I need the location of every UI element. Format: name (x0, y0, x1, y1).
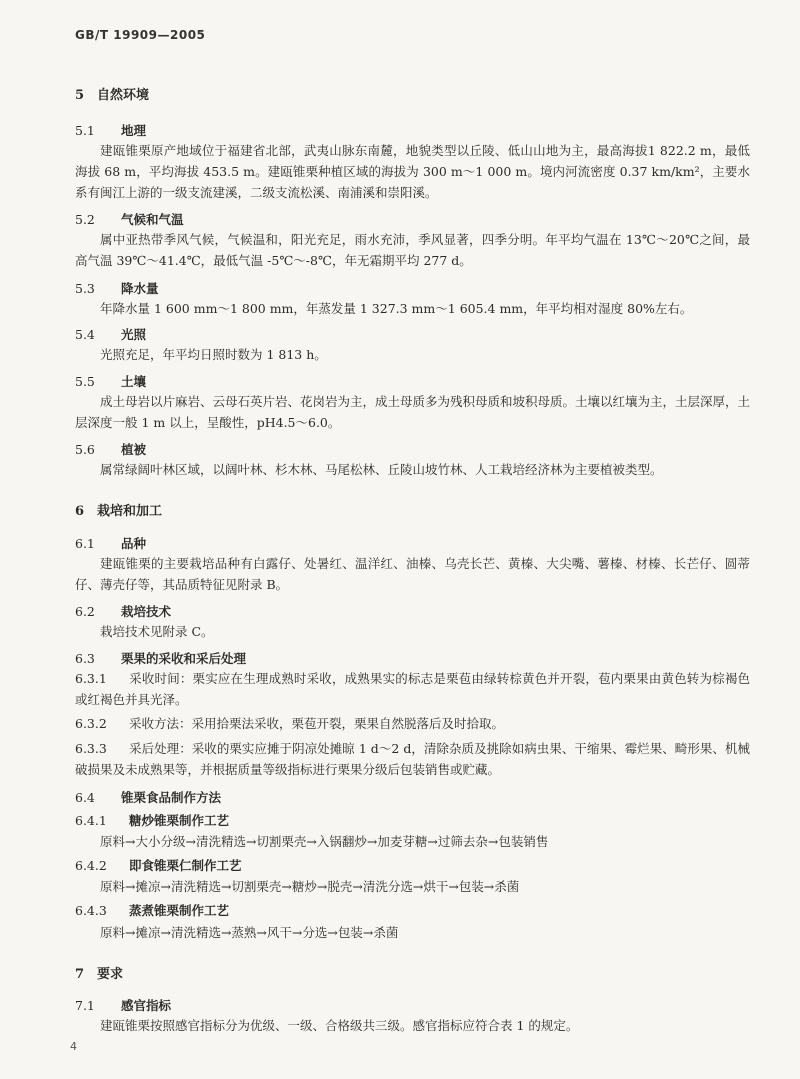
section-7-1-text: 建瓯锥栗按照感官指标分为优级、一级、合格级共三级。感官指标应符合表 1 的规定。 (100, 1018, 579, 1033)
section-number: 6.4.1 (75, 813, 107, 828)
section-title: 栽培技术 (121, 604, 172, 619)
section-number: 6.1 (75, 536, 95, 551)
section-title: 土壤 (121, 374, 147, 389)
section-number: 6.2 (75, 604, 95, 619)
section-6-4-3-heading (75, 901, 750, 919)
section-number: 6.4.2 (75, 858, 107, 873)
page-number: 4 (70, 1040, 77, 1053)
section-number: 6.4 (75, 790, 95, 805)
section-5-2-text: 属中亚热带季风气候，气候温和，阳光充足，雨水充沛，季风显著，四季分明。年平均气温在 13℃～20℃之间，最高气温 39℃～41.4℃，最低气温 -5℃～-8℃，年无霜期平均 277 d。 (75, 232, 750, 268)
section-number: 5.4 (75, 327, 95, 342)
section-7-heading (75, 963, 750, 982)
section-title: 锥栗食品制作方法 (121, 790, 222, 805)
section-6-1-heading (75, 534, 750, 552)
section-5-heading (75, 84, 750, 103)
section-title: 自然环境 (97, 88, 150, 103)
section-number: 5.2 (75, 212, 95, 227)
clause-text: 采后处理：采收的栗实应摊于阴凉处摊晾 1 d～2 d，清除杂质及挑除如病虫果、干缩果、霉烂果、畸形果、机械破损果及未成熟果等，并根据质量等级指标进行栗果分级后包装销售或贮藏。 (75, 741, 750, 777)
clause-number: 6.3.1 (75, 671, 107, 686)
section-6-4-1-heading (75, 811, 750, 829)
section-5-2-heading (75, 210, 750, 228)
section-5-1-text: 建瓯锥栗原产地域位于福建省北部，武夷山脉东南麓，地貌类型以丘陵、低山山地为主，最高海拔1 822.2 m，最低海拔 68 m，平均海拔 453.5 m。建瓯锥栗种植区域的海拔为 300 m～1 000 m。境内河流密度 0.37 km/km²，主要水系有闽江上游的一级支流建溪，二级支流松溪、南浦溪和崇阳溪。 (75, 143, 750, 200)
section-6-3-2-text (75, 713, 750, 734)
clause-number: 6.3.2 (75, 716, 107, 731)
section-5-6-heading (75, 440, 750, 458)
section-6-2-heading (75, 602, 750, 620)
section-6-2-text: 栽培技术见附录 C。 (100, 624, 214, 639)
section-title: 即食锥栗仁制作工艺 (129, 858, 242, 873)
section-number: 5.1 (75, 123, 95, 138)
section-7-1-heading (75, 996, 750, 1014)
section-6-4-2-heading (75, 856, 750, 874)
section-6-4-heading (75, 788, 750, 806)
section-5-5-heading (75, 372, 750, 390)
section-5-1-heading (75, 121, 750, 139)
section-5-5-text: 成土母岩以片麻岩、云母石英片岩、花岗岩为主，成土母质多为残积母质和坡积母质。土壤以红壤为主，土层深厚，土层深度一般 1 m 以上，呈酸性，pH4.5～6.0。 (75, 394, 751, 430)
section-5-4-heading (75, 325, 750, 343)
section-5-4-text: 光照充足，年平均日照时数为 1 813 h。 (100, 347, 327, 362)
clause-text: 采收方法：采用拾栗法采收，栗苞开裂，栗果自然脱落后及时拾取。 (129, 716, 505, 731)
section-number: 5 (75, 88, 85, 103)
section-6-3-3-text (75, 738, 750, 780)
section-number: 6.4.3 (75, 903, 107, 918)
section-5-6-text: 属常绿阔叶林区域，以阔叶林、杉木林、马尾松林、丘陵山坡竹林、人工栽培经济林为主要植被类型。 (100, 462, 663, 477)
section-title: 地理 (121, 123, 147, 138)
section-number: 6.3 (75, 651, 95, 666)
section-title: 栽培和加工 (97, 504, 163, 519)
section-title: 光照 (121, 327, 147, 342)
section-title: 品种 (121, 536, 147, 551)
section-6-1-text: 建瓯锥栗的主要栽培品种有白露仔、处暑红、温洋红、油榛、乌壳长芒、黄榛、大尖嘴、薯榛、材榛、长芒仔、圆蒂仔、薄壳仔等，其品质特征见附录 B。 (75, 556, 750, 592)
section-title: 气候和气温 (121, 212, 184, 227)
section-number: 5.5 (75, 374, 95, 389)
clause-number: 6.3.3 (75, 741, 107, 756)
section-title: 植被 (121, 442, 147, 457)
standard-number-header: GB/T 19909—2005 (75, 28, 206, 42)
section-5-3-text: 年降水量 1 600 mm～1 800 mm，年蒸发量 1 327.3 mm～1 605.4 mm，年平均相对湿度 80%左右。 (100, 301, 693, 316)
section-number: 7.1 (75, 998, 95, 1013)
section-number: 6 (75, 504, 85, 519)
section-title: 感官指标 (121, 998, 172, 1013)
section-6-3-heading (75, 649, 750, 667)
section-title: 要求 (97, 967, 124, 982)
section-number: 5.3 (75, 281, 95, 296)
section-6-4-3-process: 原料→摊凉→清洗精选→蒸熟→风干→分选→包装→杀菌 (100, 925, 399, 940)
section-5-3-heading (75, 279, 750, 297)
section-6-heading (75, 500, 750, 519)
section-6-4-1-process: 原料→大小分级→清洗精选→切割栗壳→入锅翻炒→加麦芽糖→过筛去杂→包装销售 (100, 834, 549, 849)
section-title: 蒸煮锥栗制作工艺 (129, 903, 230, 918)
section-6-4-2-process: 原料→摊凉→清洗精选→切割栗壳→糖炒→脱壳→清洗分选→烘干→包装→杀菌 (100, 879, 520, 894)
section-title: 栗果的采收和采后处理 (121, 651, 247, 666)
section-6-3-1-text (75, 668, 750, 710)
clause-text: 采收时间：栗实应在生理成熟时采收，成熟果实的标志是栗苞由绿转棕黄色并开裂，苞内栗果由黄色转为棕褐色或红褐色并具光泽。 (75, 671, 750, 707)
section-title: 糖炒锥栗制作工艺 (129, 813, 230, 828)
section-number: 5.6 (75, 442, 95, 457)
section-number: 7 (75, 967, 85, 982)
section-title: 降水量 (121, 281, 159, 296)
